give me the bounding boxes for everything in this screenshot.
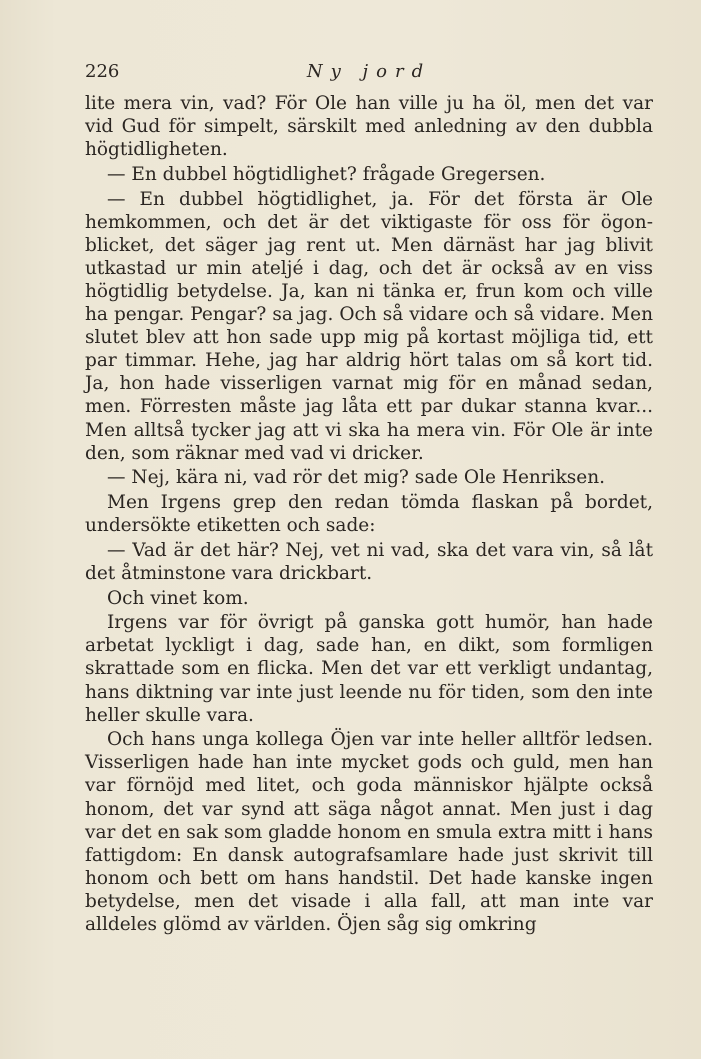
paragraph-dialogue-irgens: — Vad är det här? Nej, vet ni vad, ska det vara vin, så låt det åtminstone vara drickbart. — [85, 539, 653, 584]
paragraph-ojen: Och hans unga kollega Öjen var inte heller alltför ledsen. Visserligen hade han inte mycket gods och guld, men han var förnöjd med litet, och goda människor hjälpte också honom, det var synd att säga något annat. Men just i dag var det en sak som gladde honom en smula extra mitt i hans fattigdom: En dansk autografsamlare hade just skrivit till honom och bett om hans handstil. Det hade kanske ingen betydelse, men det visade i alla fall, att man inte var alldeles glömd av världen. Öjen såg sig omkring — [85, 729, 653, 936]
running-title: Ny jord — [306, 61, 432, 82]
paragraph-wine-came: Och vinet kom. — [107, 587, 249, 609]
paragraph-dialogue-celebration: — En dubbel högtidlighet, ja. För det första är Ole hemkommen, och det är det viktigaste för oss för ögonblicket, det säger jag rent ut. Men därnäst har jag blivit utkastad ur min ateljé i dag, och det är också av en viss högtidlig betydelse. Ja, kan ni tänka er, frun kom och ville ha pengar. Pengar? sa jag. Och så vidare och så vidare. Men slutet blev att hon sade upp mig på kortast möjliga tid, ett par timmar. Hehe, jag har aldrig hört talas om så kort tid. Ja, hon hade visserligen varnat mig för en månad sedan, men. Förresten måste jag låta ett par dukar stanna kvar... Men alltså tycker jag att vi ska ha mera vin. För Ole är inte den, som räknar med vad vi dricker. — [85, 188, 653, 464]
page-number: 226 — [85, 61, 120, 82]
paragraph-dialogue-ole: — Nej, kära ni, vad rör det mig? sade Ole Henriksen. — [107, 467, 606, 489]
paragraph-irgens-mood: Irgens var för övrigt på ganska gott humör, han hade arbetat lyckligt i dag, sade han, en dikt, som formligen skrattade som en flicka. Men det var ett verkligt undantag, hans diktning var inte just leende nu för tiden, som den inte heller skulle vara. — [85, 612, 653, 726]
paragraph-irgens-bottle: Men Irgens grep den redan tömda flaskan på bordet, undersökte etiketten och sade: — [85, 491, 653, 537]
paragraph-continuation: lite mera vin, vad? För Ole han ville ju ha öl, men det var vid Gud för simpelt, särskilt med anledning av den dubbla högtidligheten. — [85, 93, 653, 161]
page-header — [85, 58, 653, 86]
paragraph-dialogue-gregersen: — En dubbel högtidlighet? frågade Gregersen. — [107, 163, 546, 185]
body-text — [85, 92, 653, 938]
